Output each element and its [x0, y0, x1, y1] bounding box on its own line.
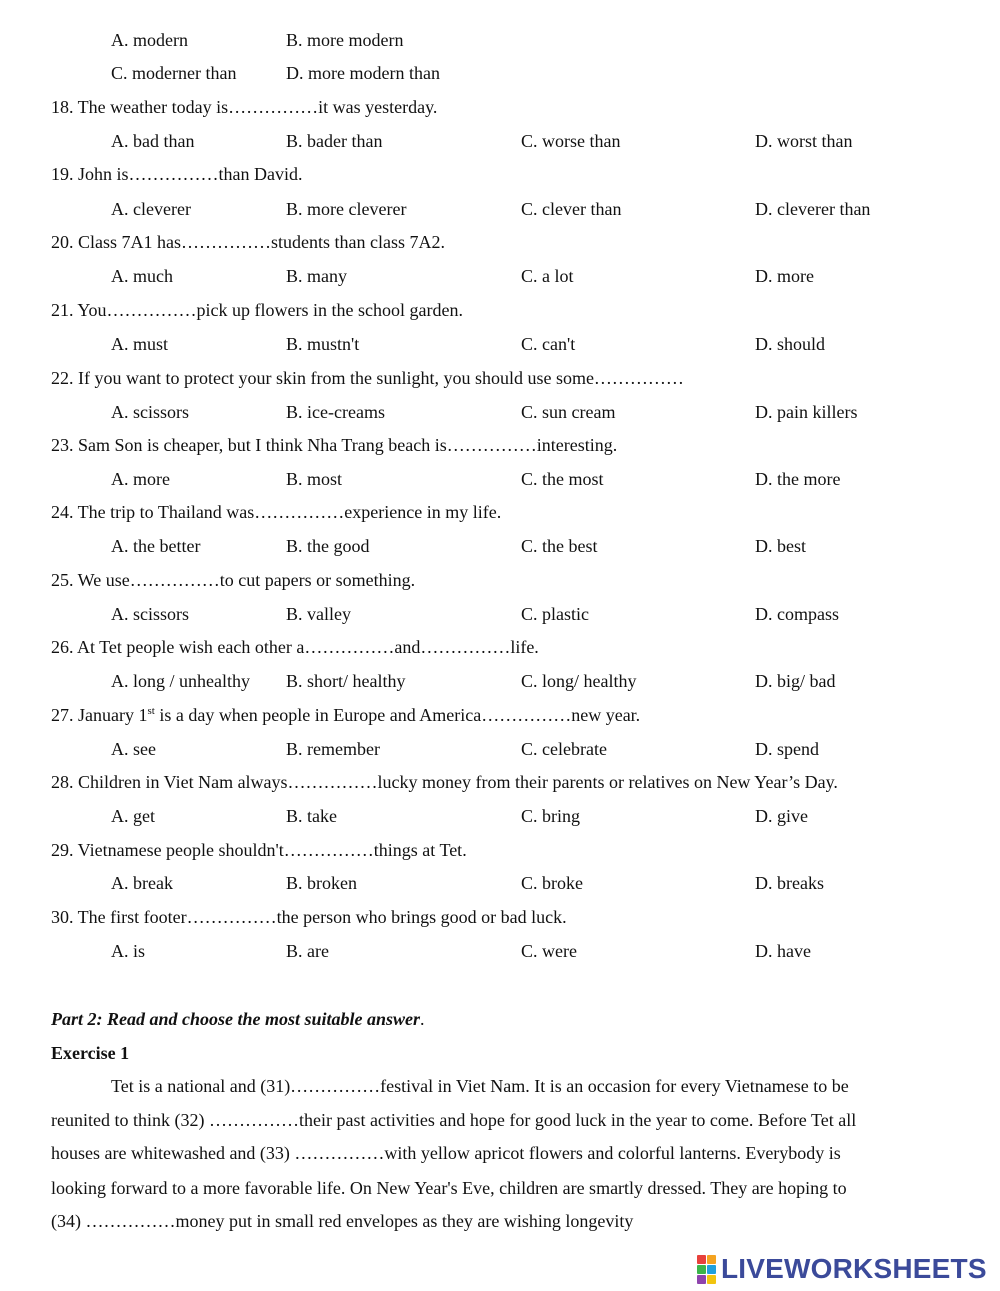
option-b[interactable]: B. more cleverer	[286, 199, 407, 219]
logo-block	[697, 1265, 706, 1274]
logo-block	[697, 1255, 706, 1264]
option-a[interactable]: A. cleverer	[111, 199, 191, 219]
option-c[interactable]: C. the most	[521, 469, 604, 489]
option-b[interactable]: B. broken	[286, 873, 357, 893]
option-c[interactable]: C. plastic	[521, 604, 589, 624]
logo-block	[707, 1275, 716, 1284]
option-a[interactable]: A. get	[111, 806, 155, 826]
option-c[interactable]: C. can't	[521, 334, 576, 354]
part-heading	[51, 1009, 425, 1030]
option-b[interactable]: B. valley	[286, 604, 351, 624]
paragraph-line: Tet is a national and (31)……………festival in Viet Nam. It is an occasion for every Vietnamese to be	[111, 1076, 849, 1096]
option-a[interactable]: A. modern	[111, 30, 188, 50]
question-stem: 21. You……………pick up flowers in the school garden.	[51, 300, 463, 320]
logo-block	[707, 1255, 716, 1264]
option-d[interactable]: D. more	[755, 266, 814, 286]
paragraph-line: reunited to think (32) ……………their past activities and hope for good luck in the year to come. Before Tet all	[51, 1110, 857, 1130]
option-c[interactable]: C. moderner than	[111, 63, 237, 83]
option-a[interactable]: A. bad than	[111, 131, 195, 151]
option-c[interactable]: C. long/ healthy	[521, 671, 637, 691]
option-a[interactable]: A. scissors	[111, 604, 190, 624]
option-d[interactable]: D. cleverer than	[755, 199, 871, 219]
stem-text: is a day when people in Europe and America……………new year.	[154, 705, 641, 725]
question-stem: 19. John is……………than David.	[51, 164, 303, 184]
option-c[interactable]: C. celebrate	[521, 739, 607, 759]
option-d[interactable]: D. best	[755, 536, 806, 556]
question-stem: 24. The trip to Thailand was……………experience in my life.	[51, 502, 502, 522]
option-a[interactable]: A. see	[111, 739, 156, 759]
option-d[interactable]: D. more modern than	[286, 63, 440, 83]
option-a[interactable]: A. break	[111, 873, 173, 893]
option-b[interactable]: B. more modern	[286, 30, 404, 50]
question-stem: 22. If you want to protect your skin from the sunlight, you should use some……………	[51, 368, 684, 388]
option-b[interactable]: B. the good	[286, 536, 370, 556]
option-d[interactable]: D. worst than	[755, 131, 853, 151]
liveworksheets-logo	[697, 1253, 987, 1285]
question-stem	[51, 705, 640, 726]
option-b[interactable]: B. bader than	[286, 131, 383, 151]
option-a[interactable]: A. long / unhealthy	[111, 671, 250, 691]
option-c[interactable]: C. clever than	[521, 199, 622, 219]
option-a[interactable]: A. much	[111, 266, 173, 286]
option-d[interactable]: D. should	[755, 334, 826, 354]
option-c[interactable]: C. worse than	[521, 131, 621, 151]
option-d[interactable]: D. pain killers	[755, 402, 858, 422]
option-b[interactable]: B. ice-creams	[286, 402, 385, 422]
question-stem: 18. The weather today is……………it was yesterday.	[51, 97, 438, 117]
question-stem: 30. The first footer……………the person who brings good or bad luck.	[51, 907, 567, 927]
option-a[interactable]: A. must	[111, 334, 169, 354]
option-c[interactable]: C. sun cream	[521, 402, 616, 422]
question-stem: 29. Vietnamese people shouldn't……………things at Tet.	[51, 840, 467, 860]
option-b[interactable]: B. remember	[286, 739, 380, 759]
part-heading-text: Part 2: Read and choose the most suitable answer	[51, 1009, 421, 1029]
option-b[interactable]: B. mustn't	[286, 334, 360, 354]
option-a[interactable]: A. is	[111, 941, 146, 961]
option-b[interactable]: B. most	[286, 469, 343, 489]
option-b[interactable]: B. many	[286, 266, 347, 286]
stem-text: 27. January 1	[51, 705, 148, 725]
option-d[interactable]: D. breaks	[755, 873, 824, 893]
paragraph-line: looking forward to a more favorable life. On New Year's Eve, children are smartly dressed. They are hoping to	[51, 1178, 847, 1198]
option-b[interactable]: B. are	[286, 941, 329, 961]
part-heading-period: .	[420, 1009, 425, 1029]
option-a[interactable]: A. scissors	[111, 402, 190, 422]
option-c[interactable]: C. the best	[521, 536, 598, 556]
option-d[interactable]: D. spend	[755, 739, 819, 759]
question-stem: 25. We use……………to cut papers or something.	[51, 570, 416, 590]
question-stem: 20. Class 7A1 has……………students than class 7A2.	[51, 232, 445, 252]
option-c[interactable]: C. bring	[521, 806, 581, 826]
question-stem: 23. Sam Son is cheaper, but I think Nha Trang beach is……………interesting.	[51, 435, 618, 455]
ordinal-suffix: st	[147, 705, 155, 717]
exercise-title: Exercise 1	[51, 1043, 130, 1063]
option-d[interactable]: D. the more	[755, 469, 841, 489]
logo-block	[707, 1265, 716, 1274]
option-b[interactable]: B. short/ healthy	[286, 671, 406, 691]
logo-text: LIVEWORKSHEETS	[721, 1253, 987, 1284]
question-stem: 28. Children in Viet Nam always……………lucky money from their parents or relatives on New Year’s Day.	[51, 772, 838, 792]
paragraph-line: houses are whitewashed and (33) ……………with yellow apricot flowers and colorful lanterns. Everybody is	[51, 1143, 841, 1163]
logo-blocks-icon	[697, 1255, 716, 1284]
question-stem: 26. At Tet people wish each other a……………and……………life.	[51, 637, 539, 657]
option-d[interactable]: D. give	[755, 806, 808, 826]
option-a[interactable]: A. the better	[111, 536, 201, 556]
option-d[interactable]: D. have	[755, 941, 811, 961]
logo-block	[697, 1275, 706, 1284]
option-d[interactable]: D. big/ bad	[755, 671, 836, 691]
option-c[interactable]: C. broke	[521, 873, 583, 893]
option-c[interactable]: C. were	[521, 941, 577, 961]
option-c[interactable]: C. a lot	[521, 266, 574, 286]
option-a[interactable]: A. more	[111, 469, 170, 489]
paragraph-line: (34) ……………money put in small red envelopes as they are wishing longevity	[51, 1211, 634, 1231]
option-b[interactable]: B. take	[286, 806, 337, 826]
option-d[interactable]: D. compass	[755, 604, 839, 624]
